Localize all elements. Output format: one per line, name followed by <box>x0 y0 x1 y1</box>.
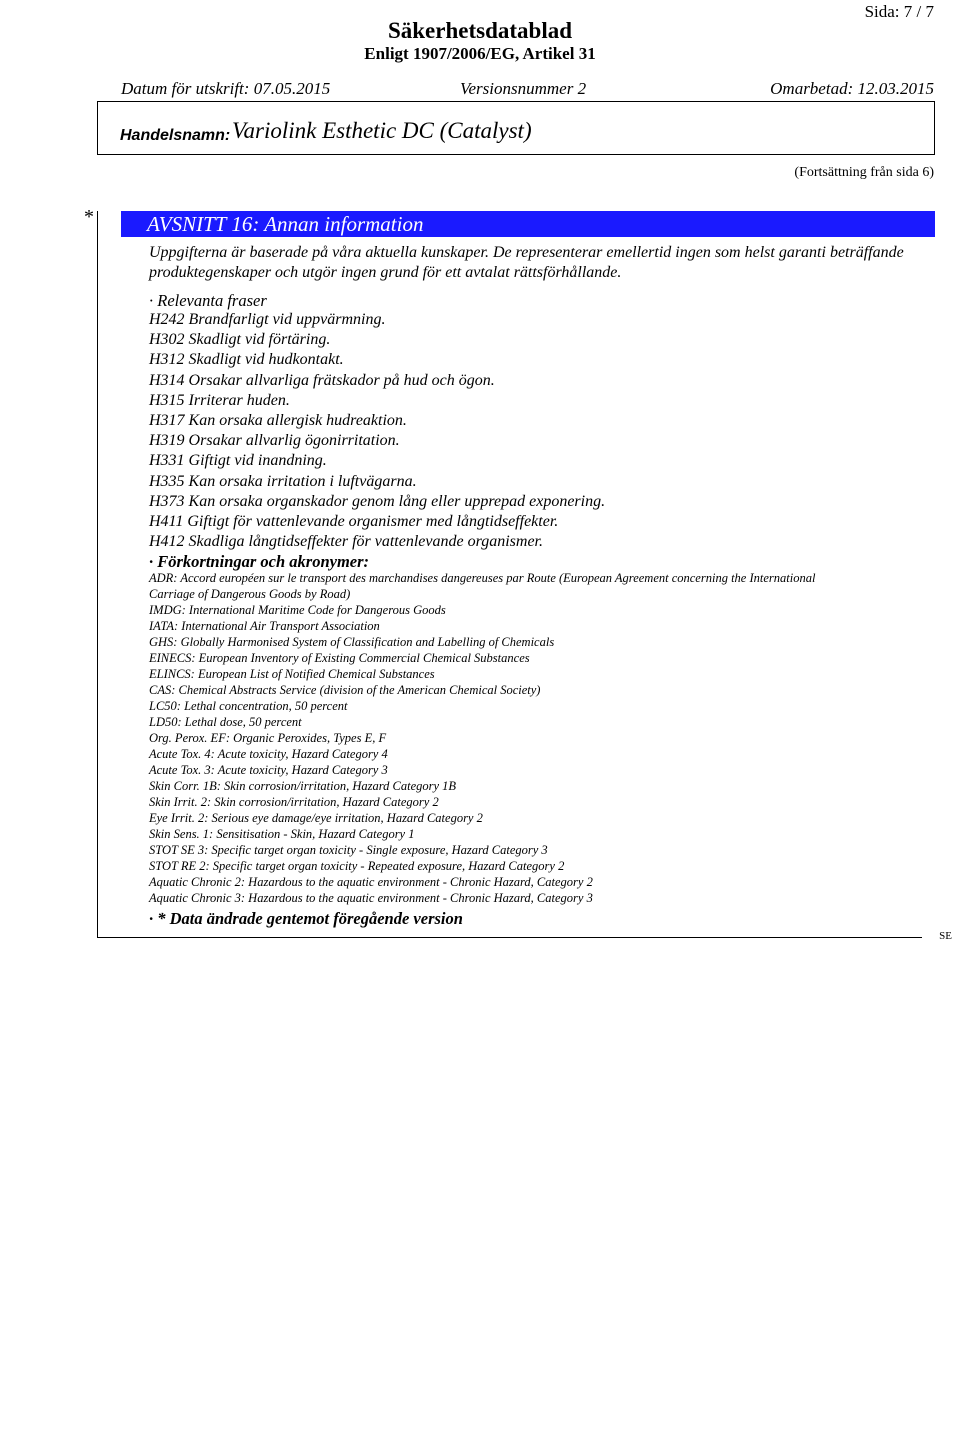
hazard-phrase: H302 Skadligt vid förtäring. <box>149 331 331 349</box>
section-left-border <box>97 211 98 938</box>
hazard-phrase: H312 Skadligt vid hudkontakt. <box>149 351 344 369</box>
continued-note: (Fortsättning från sida 6) <box>794 165 934 180</box>
section-header-bar <box>121 211 935 237</box>
intro-text: Uppgifterna är baserade på våra aktuella kunskaper. De representerar emellertid ingen som helst garanti beträffande produktegenskaper och utgör ingen grund för ett avtalat rättsförhållande. <box>149 244 904 281</box>
abbreviation-item: Acute Tox. 3: Acute toxicity, Hazard Category 3 <box>149 763 388 777</box>
trade-name-box <box>97 101 935 155</box>
page-number: Sida: 7 / 7 <box>864 2 934 21</box>
abbreviation-item: EINECS: European Inventory of Existing Commercial Chemical Substances <box>149 651 530 665</box>
hazard-phrase: H317 Kan orsaka allergisk hudreaktion. <box>149 411 407 429</box>
abbreviation-item: IATA: International Air Transport Association <box>149 619 380 633</box>
section-intro <box>149 243 939 311</box>
abbreviation-item: Eye Irrit. 2: Serious eye damage/eye irritation, Hazard Category 2 <box>149 811 483 825</box>
abbreviation-item: Skin Corr. 1B: Skin corrosion/irritation, Hazard Category 1B <box>149 779 457 793</box>
hazard-phrase: H315 Irriterar huden. <box>149 391 290 409</box>
document-subtitle: Enligt 1907/2006/EG, Artikel 31 <box>364 44 596 63</box>
changed-data-note: · * Data ändrade gentemot föregående version <box>149 909 463 928</box>
print-date: Datum för utskrift: 07.05.2015 <box>121 79 331 98</box>
version-number: Versionsnummer 2 <box>460 79 587 98</box>
abbreviation-item: ADR: Accord européen sur le transport des marchandises dangereuses par Route (European Agreement concerning the International <box>149 571 816 585</box>
revised-date: Omarbetad: 12.03.2015 <box>770 79 934 98</box>
hazard-phrase-list <box>149 310 605 572</box>
hazard-phrase: H319 Orsakar allvarlig ögonirritation. <box>149 432 400 450</box>
abbreviation-item: ELINCS: European List of Notified Chemical Substances <box>149 667 435 681</box>
abbreviation-item: Org. Perox. EF: Organic Peroxides, Types E, F <box>149 731 387 745</box>
hazard-phrase: H411 Giftigt för vattenlevande organismer med långtidseffekter. <box>149 512 559 530</box>
section-title: AVSNITT 16: Annan information <box>147 212 424 236</box>
abbreviation-item: LD50: Lethal dose, 50 percent <box>149 715 302 729</box>
abbreviation-list <box>149 570 815 930</box>
abbreviations-heading: · Förkortningar och akronymer: <box>149 552 370 572</box>
hazard-phrase: H335 Kan orsaka irritation i luftvägarna. <box>149 472 417 490</box>
abbreviation-item: IMDG: International Maritime Code for Dangerous Goods <box>149 603 446 617</box>
section-bottom-border <box>97 937 922 938</box>
abbreviation-item: STOT SE 3: Specific target organ toxicity - Single exposure, Hazard Category 3 <box>149 843 548 857</box>
abbreviation-item: GHS: Globally Harmonised System of Classification and Labelling of Chemicals <box>149 635 555 649</box>
hazard-phrase: H242 Brandfarligt vid uppvärmning. <box>149 311 386 328</box>
document-title: Säkerhetsdatablad <box>387 18 573 43</box>
hazard-phrase: H412 Skadliga långtidseffekter för vattenlevande organismer. <box>149 533 544 551</box>
abbreviation-item: Skin Irrit. 2: Skin corrosion/irritation, Hazard Category 2 <box>149 795 439 809</box>
hazard-phrase: H331 Giftigt vid inandning. <box>149 452 327 470</box>
abbreviation-item: Skin Sens. 1: Sensitisation - Skin, Hazard Category 1 <box>149 827 415 841</box>
trade-name-value: Variolink Esthetic DC (Catalyst) <box>232 118 532 143</box>
abbreviation-item: STOT RE 2: Specific target organ toxicity - Repeated exposure, Hazard Category 2 <box>149 859 565 873</box>
abbreviation-item: LC50: Lethal concentration, 50 percent <box>149 699 348 713</box>
trade-name-label: Handelsnamn: <box>120 127 231 144</box>
abbreviation-item: Aquatic Chronic 3: Hazardous to the aquatic environment - Chronic Hazard, Category 3 <box>149 891 593 905</box>
abbreviation-item: Acute Tox. 4: Acute toxicity, Hazard Category 4 <box>149 747 388 761</box>
country-code: SE <box>939 930 952 942</box>
change-marker: * <box>84 206 94 228</box>
abbreviation-item: Aquatic Chronic 2: Hazardous to the aquatic environment - Chronic Hazard, Category 2 <box>149 875 593 889</box>
hazard-phrase: H373 Kan orsaka organskador genom lång eller upprepad exponering. <box>149 492 606 510</box>
hazard-phrase: H314 Orsakar allvarliga frätskador på hud och ögon. <box>149 371 495 389</box>
abbreviation-item: Carriage of Dangerous Goods by Road) <box>149 587 351 601</box>
abbreviation-item: CAS: Chemical Abstracts Service (division of the American Chemical Society) <box>149 683 541 697</box>
relevant-phrases-heading: · Relevanta fraser <box>149 291 267 310</box>
